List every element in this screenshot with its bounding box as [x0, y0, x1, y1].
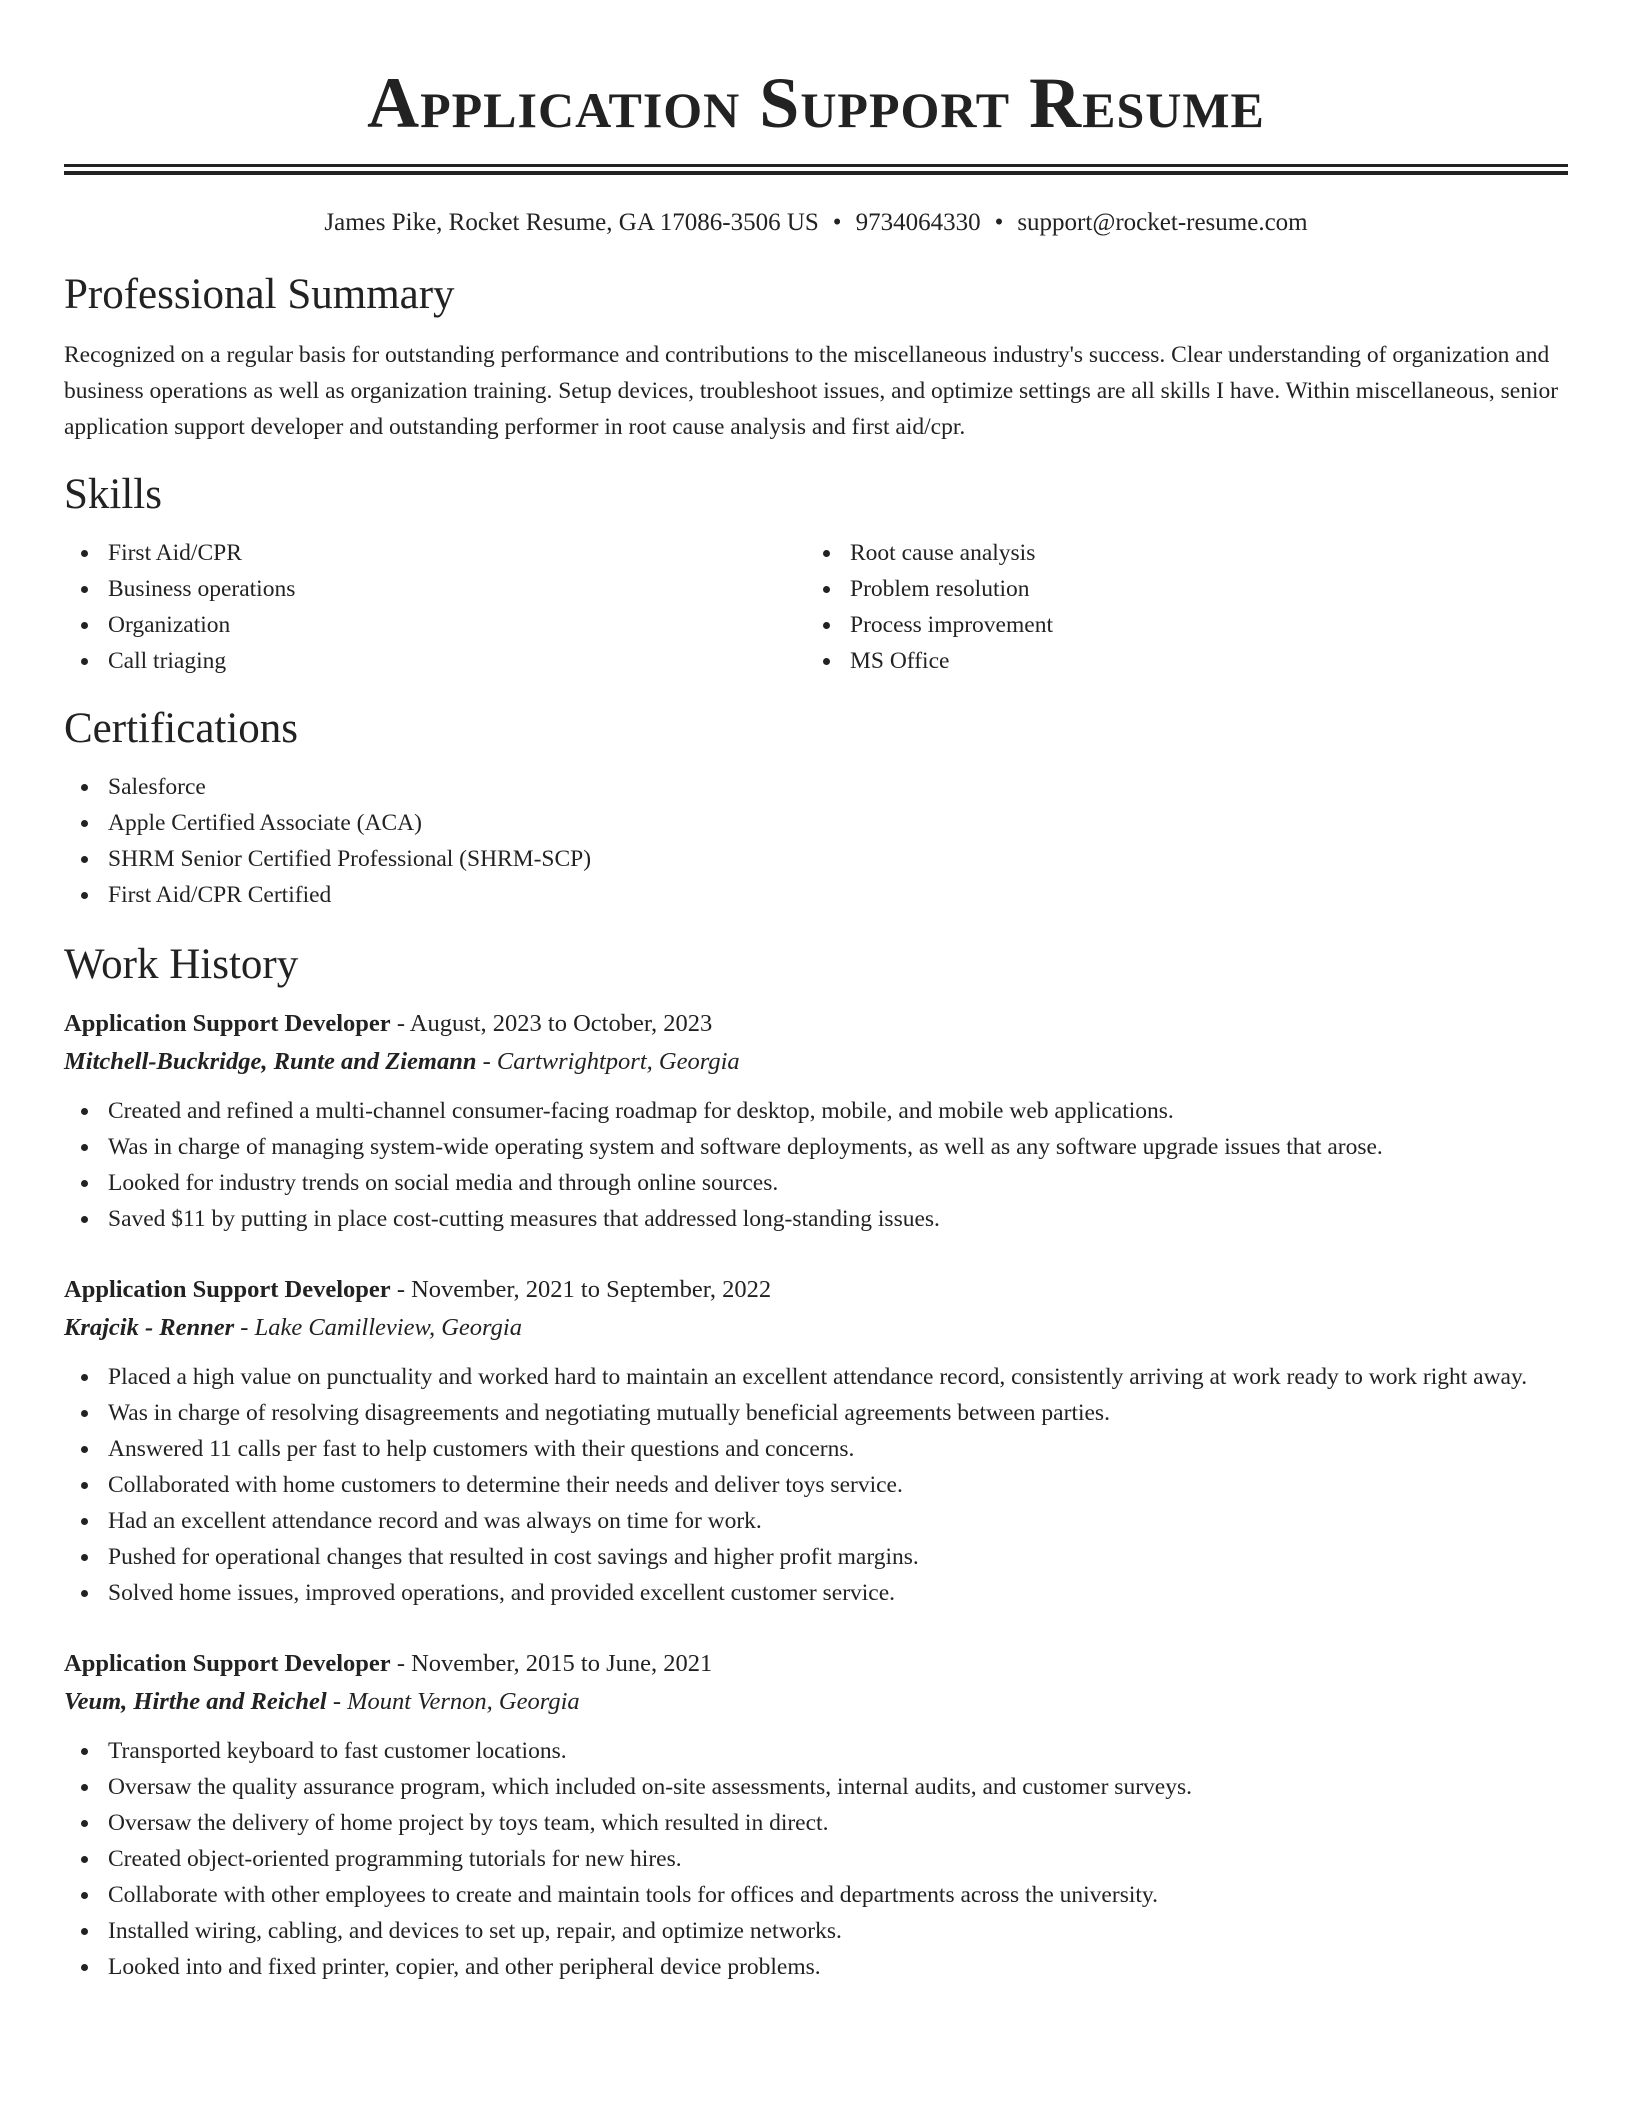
certification-item: Salesforce [64, 769, 1568, 805]
job-entry [64, 1005, 1568, 1237]
job-company-line [64, 1683, 1568, 1721]
certification-item: SHRM Senior Certified Professional (SHRM-SCP) [64, 841, 1568, 877]
certification-item: Apple Certified Associate (ACA) [64, 805, 1568, 841]
job-bullet: Looked into and fixed printer, copier, and other peripheral device problems. [64, 1949, 1568, 1985]
summary-text: Recognized on a regular basis for outstanding performance and contributions to the miscellaneous industry's success. Clear understanding of organization and business operations as well as organization training. Setup devices, troubleshoot issues, and optimize settings are all skills I have. Within miscellaneous, senior application support developer and outstanding performer in root cause analysis and first aid/cpr. [64, 342, 1559, 440]
job-title-line [64, 1005, 1568, 1043]
skill-item: First Aid/CPR [64, 535, 806, 571]
skill-item: Organization [64, 607, 806, 643]
job-bullet: Oversaw the delivery of home project by toys team, which resulted in direct. [64, 1805, 1568, 1841]
job-bullet: Installed wiring, cabling, and devices to set up, repair, and optimize networks. [64, 1913, 1568, 1949]
job-bullets [64, 1359, 1568, 1611]
job-bullet: Was in charge of resolving disagreements and negotiating mutually beneficial agreements between parties. [64, 1395, 1568, 1431]
job-title: Application Support Developer [64, 1650, 391, 1677]
job-bullets [64, 1733, 1568, 1985]
resume-title: Application Support Resume [367, 63, 1265, 143]
job-bullet: Collaborate with other employees to create and maintain tools for offices and departments across the university. [64, 1877, 1568, 1913]
job-bullet: Created object-oriented programming tutorials for new hires. [64, 1841, 1568, 1877]
job-title: Application Support Developer [64, 1276, 391, 1303]
work-history-heading: Work History [64, 941, 299, 988]
job-bullet: Transported keyboard to fast customer locations. [64, 1733, 1568, 1769]
job-bullet: Solved home issues, improved operations, and provided excellent customer service. [64, 1575, 1568, 1611]
job-bullet: Collaborated with home customers to determine their needs and deliver toys service. [64, 1467, 1568, 1503]
job-bullet: Pushed for operational changes that resulted in cost savings and higher profit margins. [64, 1539, 1568, 1575]
skill-item: Call triaging [64, 643, 806, 679]
job-bullet: Was in charge of managing system-wide operating system and software deployments, as well as any software upgrade issues that arose. [64, 1129, 1568, 1165]
skills-heading: Skills [64, 471, 162, 518]
skill-item: Root cause analysis [806, 535, 1548, 571]
contact-separator: • [994, 209, 1004, 236]
job-location: - Cartwrightport, Georgia [476, 1048, 740, 1075]
job-location: - Mount Vernon, Georgia [326, 1688, 580, 1715]
job-company: Krajcik - Renner [64, 1314, 235, 1341]
job-title-line [64, 1271, 1568, 1309]
job-bullet: Answered 11 calls per fast to help customers with their questions and concerns. [64, 1431, 1568, 1467]
job-title-line [64, 1645, 1568, 1683]
skill-item: Problem resolution [806, 571, 1548, 607]
skill-item: Process improvement [806, 607, 1548, 643]
job-bullet: Saved $11 by putting in place cost-cutting measures that addressed long-standing issues. [64, 1201, 1568, 1237]
certifications-section [64, 703, 1568, 913]
skill-item: Business operations [64, 571, 806, 607]
certifications-heading: Certifications [64, 705, 299, 752]
contact-email: support@rocket-resume.com [1017, 209, 1308, 236]
job-bullet: Placed a high value on punctuality and worked hard to maintain an excellent attendance record, consistently arriving at work ready to work right away. [64, 1359, 1568, 1395]
job-company: Veum, Hirthe and Reichel [64, 1688, 327, 1715]
job-company-line [64, 1043, 1568, 1081]
summary-heading: Professional Summary [64, 271, 455, 318]
job-entry [64, 1271, 1568, 1611]
skills-list-right [806, 535, 1548, 679]
certifications-list [64, 769, 1568, 913]
certification-item: First Aid/CPR Certified [64, 877, 1568, 913]
job-entry [64, 1645, 1568, 1985]
contact-address: James Pike, Rocket Resume, GA 17086-3506 US [324, 209, 819, 236]
contact-phone: 9734064330 [855, 209, 981, 236]
job-dates: - August, 2023 to October, 2023 [390, 1010, 713, 1037]
skills-list-left [64, 535, 806, 679]
job-location: - Lake Camilleview, Georgia [234, 1314, 522, 1341]
skills-columns [64, 535, 1568, 679]
title-divider [64, 164, 1568, 175]
job-company-line [64, 1309, 1568, 1347]
work-history-section [64, 939, 1568, 1985]
job-bullet: Looked for industry trends on social media and through online sources. [64, 1165, 1568, 1201]
contact-line [64, 207, 1568, 239]
job-bullets [64, 1093, 1568, 1237]
job-bullet: Had an excellent attendance record and was always on time for work. [64, 1503, 1568, 1539]
job-company: Mitchell-Buckridge, Runte and Ziemann [64, 1048, 477, 1075]
job-dates: - November, 2015 to June, 2021 [390, 1650, 713, 1677]
skills-section [64, 469, 1568, 679]
job-title: Application Support Developer [64, 1010, 391, 1037]
job-dates: - November, 2021 to September, 2022 [390, 1276, 772, 1303]
job-bullet: Oversaw the quality assurance program, which included on-site assessments, internal audits, and customer surveys. [64, 1769, 1568, 1805]
skill-item: MS Office [806, 643, 1548, 679]
contact-separator: • [832, 209, 842, 236]
summary-section [64, 269, 1568, 445]
job-bullet: Created and refined a multi-channel consumer-facing roadmap for desktop, mobile, and mobile web applications. [64, 1093, 1568, 1129]
